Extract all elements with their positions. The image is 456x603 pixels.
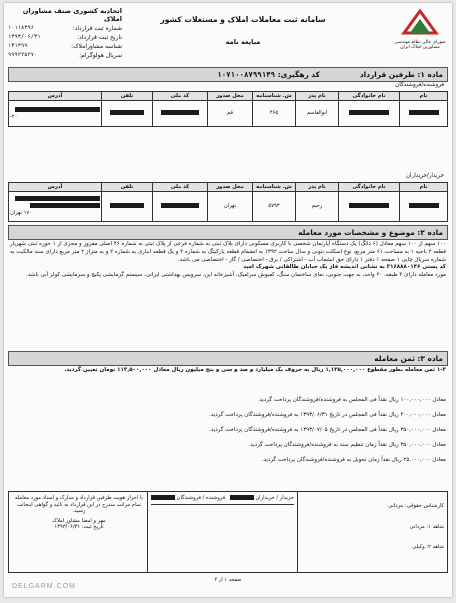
- redaction: [15, 107, 100, 112]
- redaction: [110, 203, 144, 208]
- redaction: [15, 196, 100, 201]
- payment-line: معادل ۲۵,۰۰۰,۰۰۰ ریال نقداً زمان تحویل به فروشنده/فروشندگان پرداخت گردید.: [261, 457, 446, 463]
- payment-line: معادل ۳۵۰,۰۰۰,۰۰۰ ریال نقداً فی المجلس در تاریخ ۱۳۹۳/۰۷/۰۵ به فروشنده/فروشندگان پرداخت گردید.: [209, 427, 446, 433]
- article3-heading: ماده ۳: ثمن معامله: [8, 351, 448, 366]
- stamp-date: تاریخ ثبت: ۱۳۹۳/۰۶/۳۱: [54, 524, 104, 530]
- article1-heading: ماده ۱: طرفین قرارداد کد رهگیری: ۱۰۷۱۰۰۸۷۹۹۱۴۹: [8, 67, 448, 82]
- seller-label: فروشنده/فروشندگان: [395, 82, 444, 88]
- buyer-signature-label: خریدار / خریداران: [230, 495, 294, 502]
- seller-signature-label: فروشنده / فروشندگان: [151, 495, 225, 502]
- tracking-code: کد رهگیری: ۱۰۷۱۰۰۸۷۹۹۱۴۹: [217, 69, 320, 79]
- logo-icon: [400, 7, 440, 37]
- buyer-label: خریدار/خریداران: [405, 173, 444, 179]
- witness-2: شاهد ۲: وکیلی: [412, 544, 444, 550]
- redaction: [110, 110, 144, 115]
- redaction: [409, 110, 439, 115]
- contract-page: [4, 3, 452, 597]
- seller-table: [8, 91, 448, 127]
- reg-field: شماره ثبت قرارداد: ۱۰۱۱۸۳۹۶: [8, 25, 122, 33]
- doc-title-block: [128, 15, 358, 47]
- redaction: [230, 495, 254, 500]
- payment-line: معادل ۴۰۰,۰۰۰,۰۰۰ ریال نقداً فی المجلس در تاریخ ۱۳۹۳/۰۶/۳۱ به فروشنده/فروشندگان پرداخت گردید.: [209, 412, 446, 418]
- header: [8, 7, 448, 61]
- postal-address: کد پستی ۳۱۶۸۸۸۰۱۴۶ به نشانی اندیشه فاز یک خیابان طالقانی شهرک امید: [243, 264, 446, 271]
- redaction: [349, 110, 389, 115]
- union-name: اتحادیه کشوری صنف مشاوران املاک: [22, 7, 122, 24]
- redaction: [409, 203, 439, 208]
- page-number: صفحه ۱ از ۴: [214, 577, 242, 583]
- table-row: ابوالقاسم ۴۶۵ قم ۲۰-: [9, 101, 448, 127]
- price-statement: ۱-۳ ثمن معامله بطور مقطوع ۱,۱۳۵,۰۰۰,۰۰۰ ریال به حروف یک میلیارد و صد و سی و پنج میلیون ریال معادل ۱۱۳,۵۰۰,۰۰۰ تومان تعیین گردید.: [64, 367, 446, 373]
- redaction: [161, 110, 199, 115]
- table-row: رحیم ۵۷۹۳ تهران ۱۷۰ تهران: [9, 192, 448, 222]
- registration-box: [8, 7, 122, 61]
- article2-heading: ماده ۲: موضوع و مشخصات مورد معامله: [8, 225, 448, 240]
- redaction: [30, 203, 100, 208]
- legal-expert: کارشناس حقوقی: مردانی: [388, 503, 444, 509]
- witness-1: شاهد ۱: مردانی: [409, 523, 444, 530]
- doc-type: مبایعه نامه: [225, 38, 261, 47]
- agency-stamp-label: مهر و امضا مشاور املاک: [52, 517, 106, 524]
- table-header-row: نام نام خانوادگی نام پدر ش. شناسنامه محل صدور کد ملی تلفن آدرس: [9, 92, 448, 101]
- property-description: ۱۰۰ سهم از ۱۰۰ سهم معادل (۶ دانگ) یک دستگاه آپارتمان شخصی با کاربری مسکونی دارای پلاک ثبتی به شماره فرعی از پلاک ثبتی به شماره ۴۶ اصلی مفروز و مجزی از ۱ حوزه ثبتی شهریار قطعه ۲ ناحیه ۱ به مساحت ۶۱ متر مربع، نوع اسکلت بتونی و سال ساخت ۱۳۹۲ به انضمام قطعه پارکینگ به شماره ۲ و یک قطعه انباری به شماره ۲ و به متراژ ۲ متر مربع دارای سند مالکیت به شماره سریال چاپی ۱ صفحه ۱ دفتر ۱ دارای حق انشعاب آب - اشتراکی / برق - اختصاصی / گاز - اختصاصی می باشد.: [10, 241, 446, 263]
- redaction: [151, 495, 175, 500]
- property-features: مورد معامله دارای ۴ طبقه، ۲۰ واحد، به جهت جنوبی، نمای ساختمان سنگ، کفپوش سرامیک، آشپزخانه اپن، سرویس بهداشتی ایرانی، سیستم گرمایشی پکیج و سرمایشی کولر آبی باشد.: [26, 272, 446, 279]
- parties-column: [147, 492, 297, 572]
- redaction: [161, 203, 199, 208]
- payment-line: معادل ۱۰۰,۰۰۰,۰۰۰ ریال نقداً فی المجلس به فروشنده/فروشندگان پرداخت گردید.: [257, 397, 446, 403]
- reg-field: سریال هولوگرام: ۹۹۹۲۲۵۲۷۰: [8, 52, 122, 60]
- logo: [394, 7, 446, 55]
- system-title: سامانه ثبت معاملات املاک و مستغلات کشور: [160, 15, 326, 24]
- table-header-row: نام نام خانوادگی نام پدر ش. شناسنامه محل صدور کد ملی تلفن آدرس: [9, 183, 448, 192]
- article2-text: [10, 241, 446, 280]
- verification-note: با احراز هویت طرفین قرارداد و مدارک و اسناد مورد معامله تمام مراتب مندرج در این قرارداد به تائید و گواهی اینجانب رسید.: [14, 495, 144, 514]
- logo-caption: شورای عالی نظام مهندسی مشاورین املاک ایران: [394, 39, 446, 51]
- reg-field: شناسه مشاوراملاک: ۱۳۱۳۹۹: [8, 43, 122, 51]
- signature-section: [8, 491, 448, 573]
- reg-field: تاریخ ثبت قرارداد: ۱۳۹۳/۰۶/۳۱: [8, 34, 122, 42]
- redaction: [349, 203, 389, 208]
- buyer-table: [8, 182, 448, 222]
- watermark: DELGARM.COM: [12, 583, 76, 590]
- agency-column: [9, 492, 149, 572]
- payment-line: معادل ۳۵۰,۰۰۰,۰۰۰ ریال نقداً زمان تنظیم سند به فروشنده/فروشندگان پرداخت گردید.: [248, 442, 446, 448]
- witness-column: [297, 492, 447, 572]
